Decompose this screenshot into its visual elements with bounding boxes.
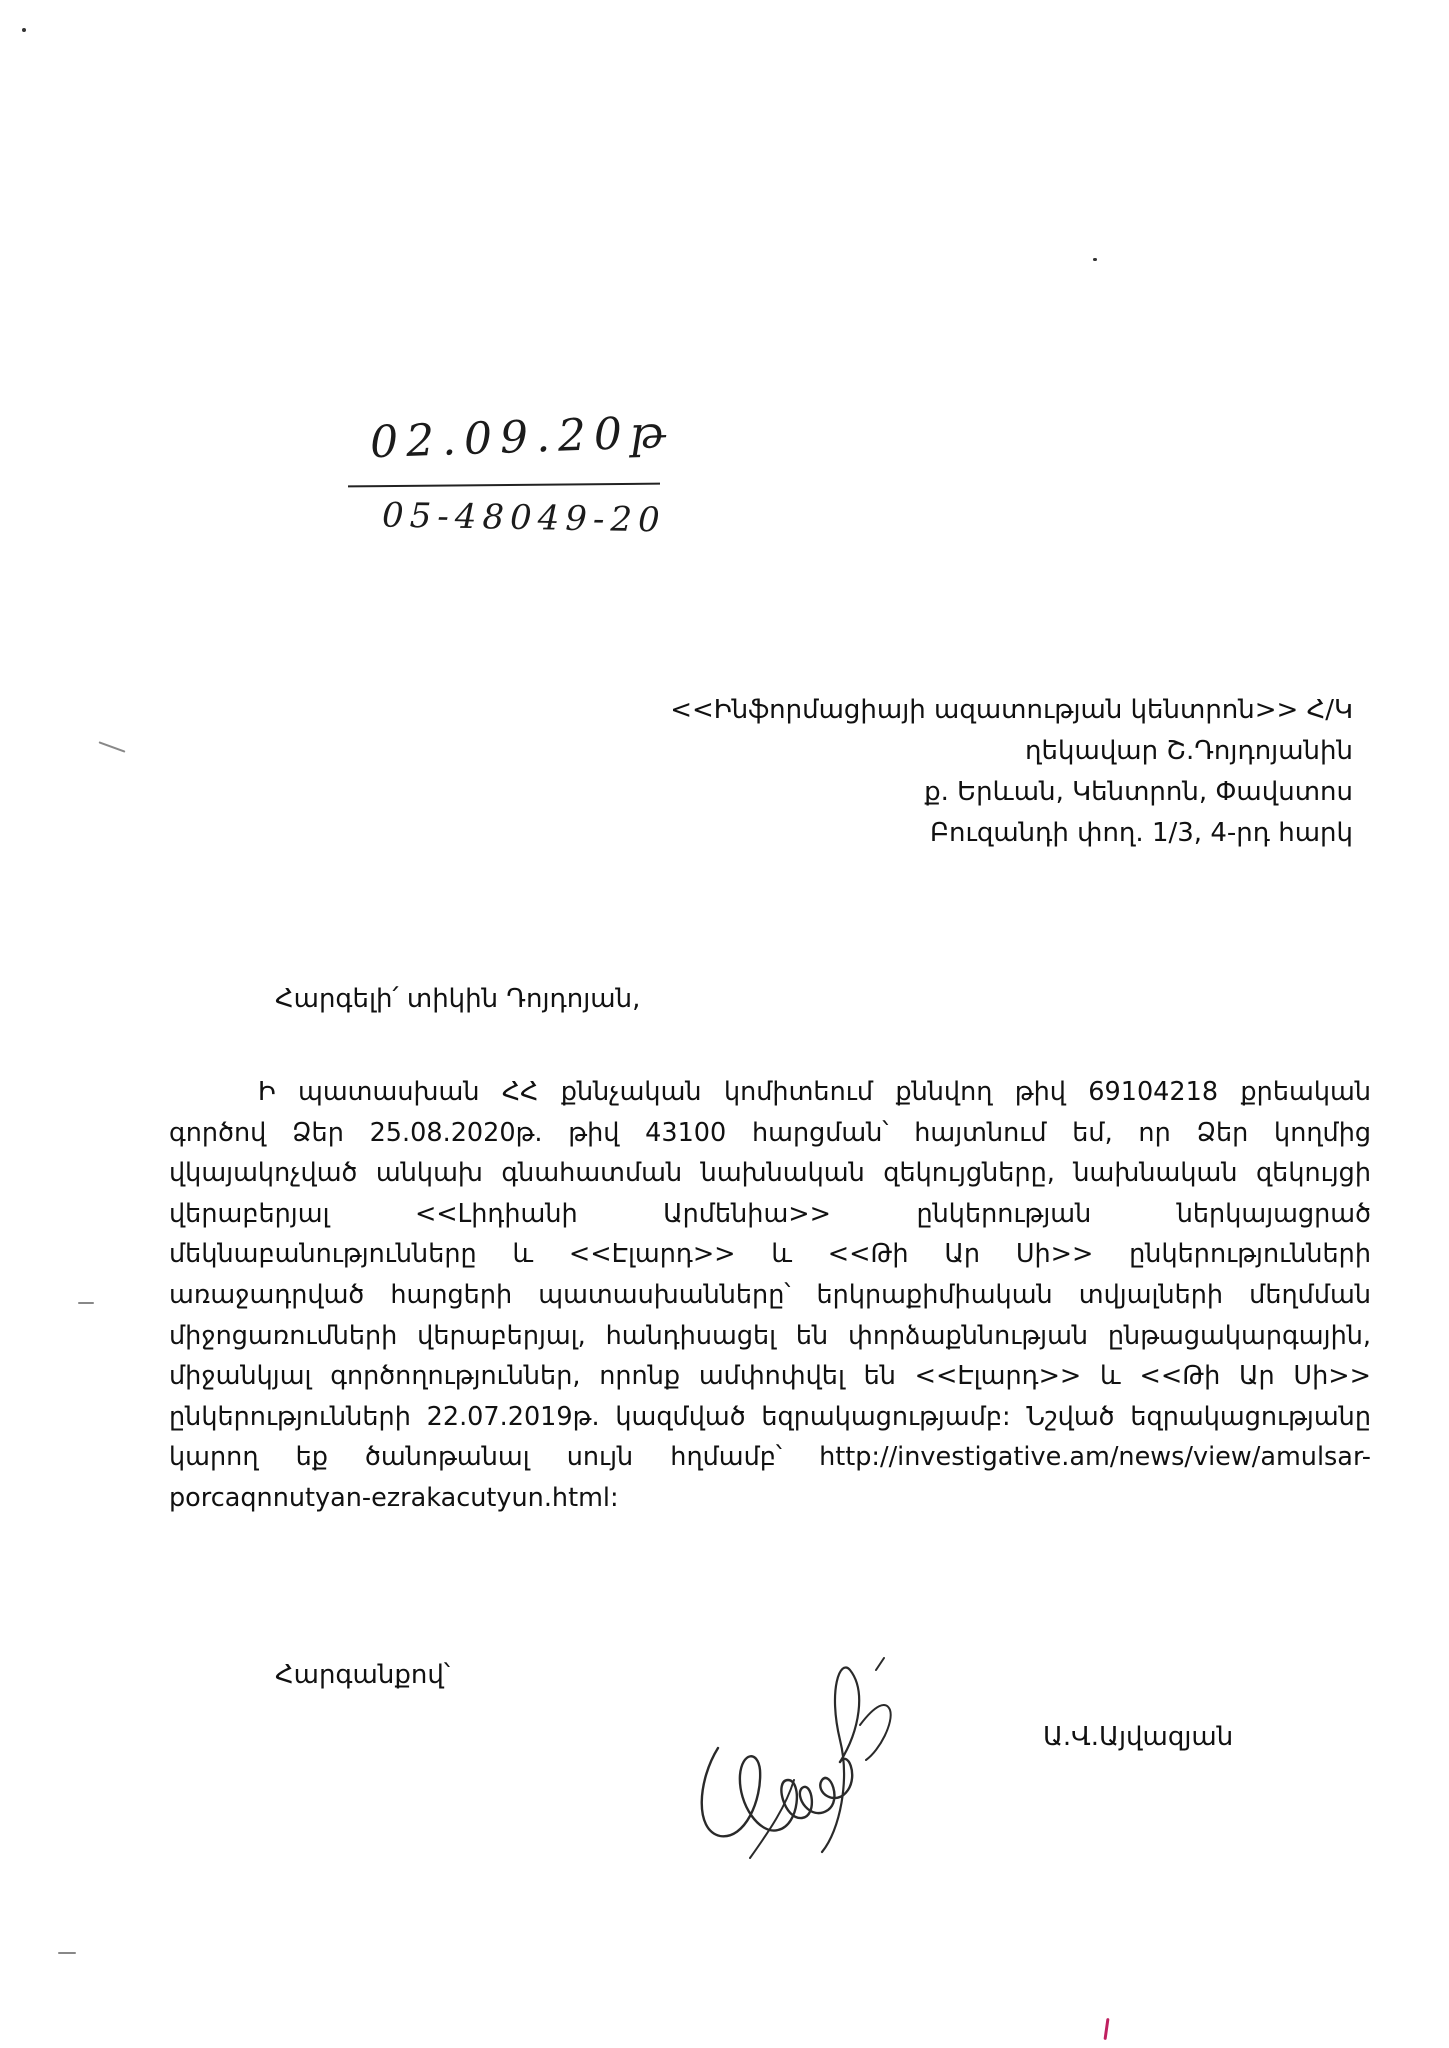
letter-body: Ի պատասխան ՀՀ քննչական կոմիտեում քննվող թիվ 69104218 քրեական գործով Ձեր 25.08.2020թ. թիվ 43100 հարցման՝ հայտնում եմ, որ Ձեր կողմից վկայակոչված անկախ գնահատման նախնական զեկույցները, նախնական զեկույցի վերաբերյալ <<Լիդիանի Արմենիա>> ընկերության ներկայացրած մեկնաբանությունները և <<Էլարդ>> և <<Թի Ար Սի>> ընկերությունների առաջադրված հարցերի պատասխանները՝ երկրաքիմիական տվյալների մեղմման միջոցառումների վերաբերյալ, հանդիսացել են փորձաքննության ընթացակարգային, միջանկյալ գործողություններ, որոնք ամփոփվել են <<Էլարդ>> և <<Թի Ար Սի>> ընկերությունների 22.07.2019թ. կազմված եզրակացությամբ: Նշված եզրակացությանը կարող եք ծանոթանալ սույն հղմամբ՝ http://investigative.am/news/view/amulsar-porcaqnnutyan-ezrakacutyun.html: [169, 1077, 1371, 1513]
scan-speck [1103, 2018, 1109, 2040]
addressee-line: Բուզանդի փող. 1/3, 4-րդ հարկ [930, 818, 1353, 848]
scan-speck [22, 28, 26, 32]
handwritten-date: 02.09.20թ [369, 406, 674, 469]
addressee-line: ք. Երևան, Կենտրոն, Փավստոս [924, 777, 1353, 807]
scan-speck [78, 1302, 94, 1304]
signatory-name: Ա.Վ.Այվազյան [1043, 1722, 1234, 1752]
salutation: Հարգելի՛ տիկին Դոյդոյան, [275, 984, 641, 1014]
handwritten-divider [348, 483, 660, 488]
signature-image [690, 1630, 920, 1865]
scan-speck [58, 1952, 76, 1954]
addressee-line: ղեկավար Շ.Դոյդոյանին [1025, 736, 1353, 766]
scan-speck [1093, 258, 1097, 261]
addressee-line: <<Ինֆորմացիայի ազատության կենտրոն>> Հ/Կ [670, 695, 1353, 725]
closing: Հարգանքով՝ [275, 1660, 451, 1690]
addressee-block [670, 690, 1353, 854]
scan-speck [99, 741, 126, 752]
handwritten-reference-number: 05-48049-20 [381, 495, 666, 541]
